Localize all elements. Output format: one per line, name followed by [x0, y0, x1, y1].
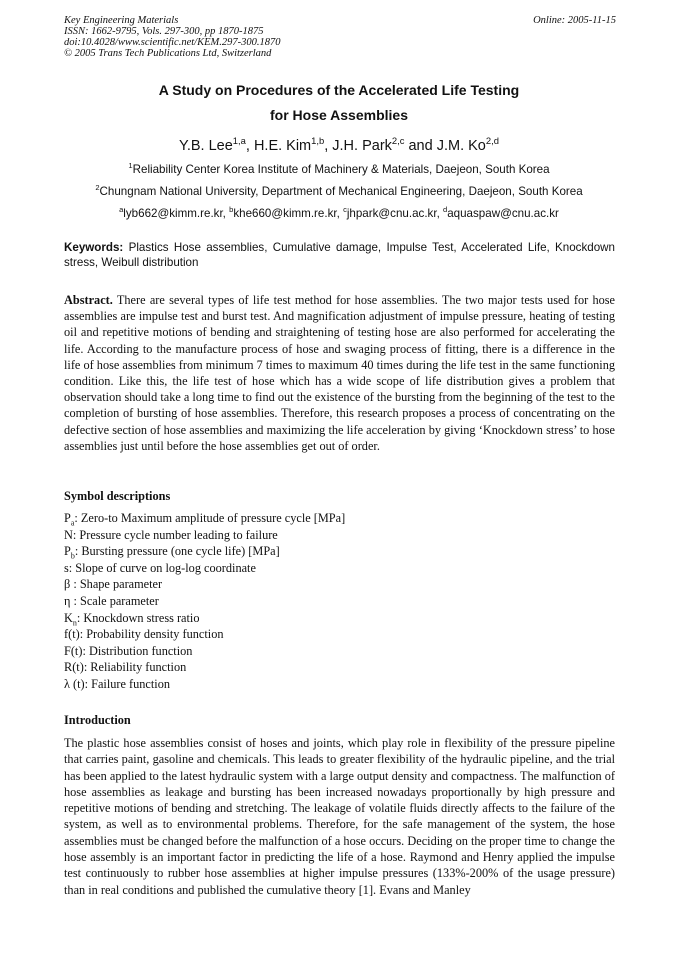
- symbol-item: λ (t): Failure function: [64, 676, 171, 691]
- email-link[interactable]: $^c$jhpark@cnu.ac.kr,: [343, 205, 444, 220]
- email-link[interactable]: $^b$khe660@kimm.re.kr,: [229, 205, 344, 220]
- keywords-text: Plastics Hose assemblies, Cumulative damage, Impulse Test, Accelerated Life, Knockdown stress, Weibull distribution: [64, 241, 615, 269]
- symbol-item: β : Shape parameter: [64, 577, 163, 592]
- journal-name: Key Engineering Materials: [64, 15, 179, 26]
- copyright-line: © 2005 Trans Tech Publications Ltd, Switzerland: [64, 48, 272, 59]
- symbol-item: $K_n$: Knockdown stress ratio: [64, 610, 200, 628]
- symbols-heading: Symbol descriptions: [64, 489, 171, 503]
- symbol-item: $P_b$: Bursting pressure (one cycle life) [MPa]: [64, 544, 280, 561]
- author: J.H. Park$^{2,c}$ and: [332, 135, 437, 154]
- symbol-item: F(t): Distribution function: [64, 643, 193, 658]
- author-list: [0, 135, 678, 154]
- email-link[interactable]: $^a$lyb662@kimm.re.kr,: [119, 205, 230, 220]
- affiliation-2: $^2$Chungnam National University, Department of Mechanical Engineering, Daejeon, South Korea: [95, 183, 583, 198]
- author: J.M. Ko$^{2,d}$: [436, 135, 499, 154]
- abstract: [64, 292, 615, 454]
- paper-title-line2: for Hose Assemblies: [270, 107, 408, 123]
- symbol-item: R(t): Reliability function: [64, 660, 187, 675]
- symbol-item: $P_a$: Zero-to Maximum amplitude of pressure cycle [MPa]: [64, 511, 346, 528]
- abstract-text: There are several types of life test method for hose assemblies. The two major tests used for hose assemblies are impulse test and burst test. And magnification adjustment of impulse pressure, heating of testing oil and repetitive motions of bending and straightening of testing hose are also performed for accelerating the life. According to the manufacture process of hose and swaging process of fitting, there is a difference in the life of hose assemblies from minimum 7 times to maximum 40 times during the life test in the same functioning condition. Like this, the life test of hose which has a wide scope of life distribution gives a problem that observation should take a long time to find out the existence of the bursting from the beginning of the test to the completion of bursting of hose assemblies. Therefore, this research proposes a process of concentrating on the defective section of hose assemblies and maximizing the life acceleration by giving ‘Knockdown stress’ to hose assemblies just until before the hose assemblies get out of order.: [64, 293, 615, 453]
- symbol-list: [64, 510, 615, 693]
- doi-line[interactable]: doi:10.4028/www.scientific.net/KEM.297-300.1870: [64, 37, 281, 48]
- email-list: [0, 207, 678, 220]
- symbol-item: N: Pressure cycle number leading to failure: [64, 527, 278, 542]
- introduction-heading: Introduction: [64, 713, 131, 727]
- issn-line: ISSN: 1662-9795, Vols. 297-300, pp 1870-1875: [64, 26, 264, 37]
- author: H.E. Kim$^{1,b}$,: [253, 135, 333, 154]
- email-link[interactable]: $^d$aquaspaw@cnu.ac.kr: [443, 205, 559, 220]
- symbol-item: s: Slope of curve on log-log coordinate: [64, 560, 256, 575]
- paper-title-line1: A Study on Procedures of the Accelerated Life Testing: [158, 82, 520, 98]
- author: Y.B. Lee$^{1,a}$,: [179, 135, 254, 154]
- symbol-item: η : Scale parameter: [64, 593, 159, 608]
- introduction-text: The plastic hose assemblies consist of hoses and joints, which play role in flexibility of the pressure pipeline that carries paint, gasoline and chemicals. This leads to greater flexibility of the hydraulic pipeline, and the trial has been applied to the latest hydraulic system with a large output density and compactness. The malfunction of hose assemblies as leakage and bursting has been increased nowadays proportionally by high pressure and repetitive motions of bending and stretching. The leakage of volatile fluids directly affects to the failure of the system, as well as to environmental problems. Therefore, for the safe management of the system, the hose assemblies must be changed before the malfunction of a hose occurs. Deciding on the proper time to change the hose assembly is an important factor in predicting the life of a hose. Raymond and Henry applied the impulse test continuously to rubber hose assemblies at higher impulse pressures (133%-200% of the usage pressure) than in real conditions and published the cumulative theory [1]. Evans and Manley: [64, 736, 615, 897]
- keywords-label: Keywords:: [64, 241, 124, 254]
- keywords: [64, 240, 615, 270]
- journal-header: [64, 15, 616, 59]
- affiliation-1: $^1$Reliability Center Korea Institute of Machinery & Materials, Daejeon, South Korea: [128, 161, 550, 176]
- abstract-label: Abstract.: [64, 293, 113, 307]
- online-date: Online: 2005-11-15: [533, 15, 616, 26]
- symbol-item: f(t): Probability density function: [64, 627, 224, 642]
